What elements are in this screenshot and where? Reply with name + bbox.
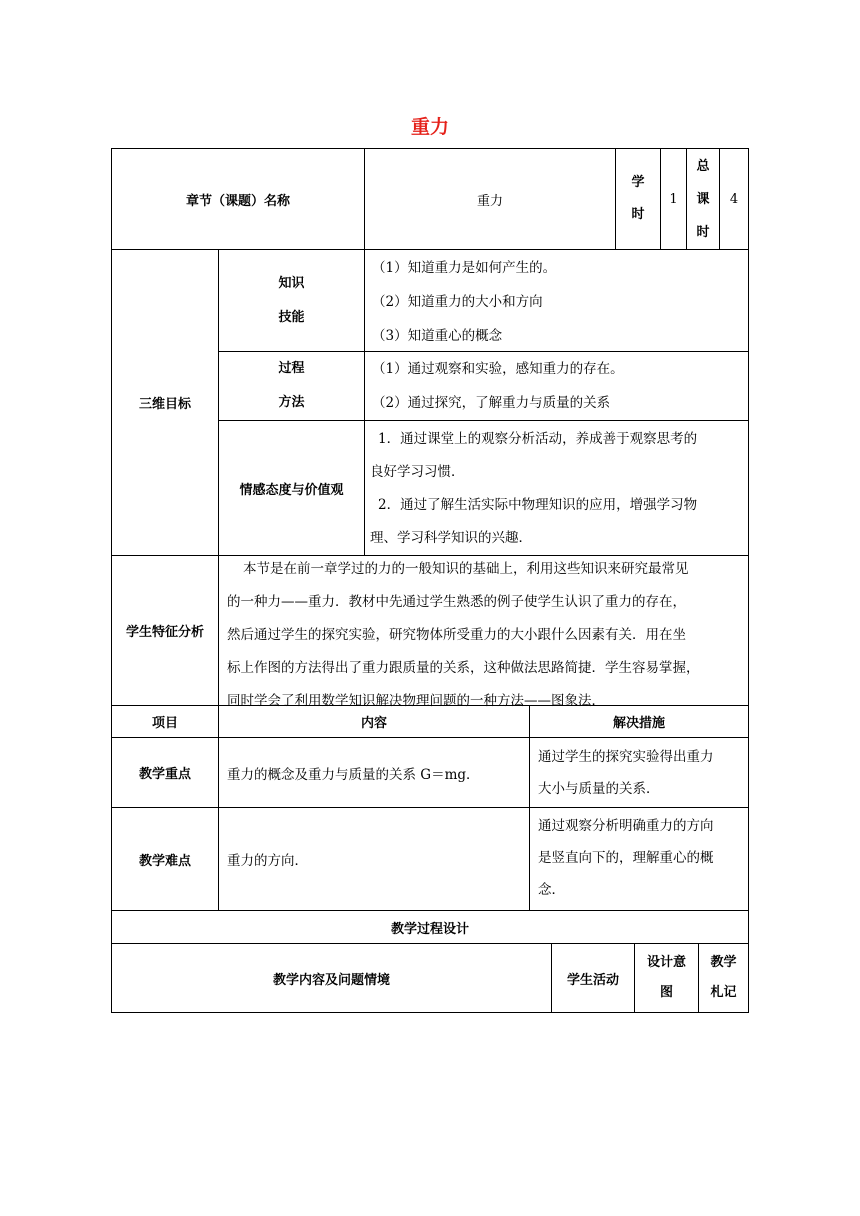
- col-teaching-notes-line1: 教学: [710, 955, 737, 970]
- chapter-label: 章节（课题）名称: [185, 193, 290, 209]
- class-hours-value: 1: [669, 191, 678, 207]
- total-hours-label-line1: 总: [696, 158, 710, 174]
- total-hours-label-line2: 课: [696, 191, 710, 207]
- emotion-line: 1．通过课堂上的观察分析活动，养成善于观察思考的: [378, 431, 698, 447]
- knowledge-label-line2: 技能: [278, 309, 305, 325]
- process-item: （2）通过探究，了解重力与质量的关系: [372, 395, 611, 411]
- analysis-text: [227, 553, 747, 718]
- analysis-label: 学生特征分析: [125, 625, 204, 640]
- key-point-solution-line: 通过学生的探究实验得出重力: [538, 749, 714, 765]
- difficult-point-label: 教学难点: [138, 853, 191, 869]
- difficult-point-solution-line: 念．: [538, 882, 565, 898]
- emotion-line: 良好学习习惯．: [370, 464, 465, 480]
- knowledge-label-line1: 知识: [278, 275, 305, 291]
- chapter-name: 重力: [476, 193, 503, 209]
- total-hours-label: [687, 149, 719, 249]
- knowledge-item: （1）知道重力是如何产生的。: [372, 260, 557, 276]
- difficult-point-solution-line: 通过观察分析明确重力的方向: [538, 818, 714, 834]
- class-hours-label-line1: 学: [631, 175, 645, 190]
- difficult-point-solution: [538, 810, 748, 910]
- col-header-content: 内容: [360, 716, 387, 731]
- analysis-line: 标上作图的方法得出了重力跟质量的关系，这种做法思路简捷．学生容易掌握，: [227, 660, 700, 676]
- knowledge-item: （3）知道重心的概念: [372, 328, 503, 344]
- analysis-line: 同时学会了利用数学知识解决物理问题的一种方法——图象法．: [227, 693, 605, 709]
- emotion-line: 2．通过了解生活实际中物理知识的应用，增强学习物: [378, 497, 698, 513]
- col-design-intent: [635, 944, 698, 1012]
- knowledge-item: （2）知道重力的大小和方向: [372, 294, 543, 310]
- goals-section-label: 三维目标: [138, 397, 191, 412]
- class-hours-label: [616, 149, 660, 249]
- emotion-label: 情感态度与价值观: [239, 482, 344, 498]
- col-design-intent-line2: 图: [659, 985, 673, 1000]
- knowledge-items: [372, 251, 742, 351]
- process-items: [372, 352, 742, 420]
- class-hours-label-line2: 时: [631, 207, 645, 222]
- process-label: [219, 352, 364, 420]
- total-hours-value: 4: [729, 191, 739, 207]
- emotion-text: [370, 423, 748, 555]
- col-student-activity: 学生活动: [566, 972, 619, 988]
- process-design-title: 教学过程设计: [390, 921, 469, 937]
- knowledge-label: [219, 250, 364, 351]
- process-item: （1）通过观察和实验，感知重力的存在。: [372, 361, 624, 377]
- analysis-line: 本节是在前一章学过的力的一般知识的基础上，利用这些知识来研究最常见: [243, 561, 689, 577]
- total-hours-label-line3: 时: [696, 224, 710, 240]
- col-teaching-content: 教学内容及问题情境: [272, 972, 390, 988]
- key-point-solution-line: 大小与质量的关系．: [538, 781, 660, 797]
- col-teaching-notes-line2: 札记: [710, 985, 737, 1000]
- col-teaching-notes: [699, 944, 748, 1012]
- process-label-line2: 方法: [278, 395, 305, 410]
- key-point-label: 教学重点: [138, 767, 191, 782]
- col-header-item: 项目: [151, 716, 178, 731]
- col-header-solution: 解决措施: [612, 716, 665, 731]
- key-point-content: 重力的概念及重力与质量的关系 G＝mg．: [227, 766, 480, 783]
- page-title: 重力: [410, 116, 449, 138]
- difficult-point-content: 重力的方向．: [227, 853, 308, 869]
- difficult-point-solution-line: 是竖直向下的，理解重心的概: [538, 850, 714, 866]
- emotion-line: 理、学习科学知识的兴趣．: [370, 530, 532, 546]
- analysis-line: 的一种力——重力．教材中先通过学生熟悉的例子使学生认识了重力的存在，: [227, 594, 686, 610]
- key-point-solution: [538, 741, 748, 807]
- col-design-intent-line1: 设计意: [646, 955, 686, 970]
- analysis-line: 然后通过学生的探究实验，研究物体所受重力的大小跟什么因素有关．用在坐: [227, 627, 686, 643]
- process-label-line1: 过程: [278, 361, 305, 376]
